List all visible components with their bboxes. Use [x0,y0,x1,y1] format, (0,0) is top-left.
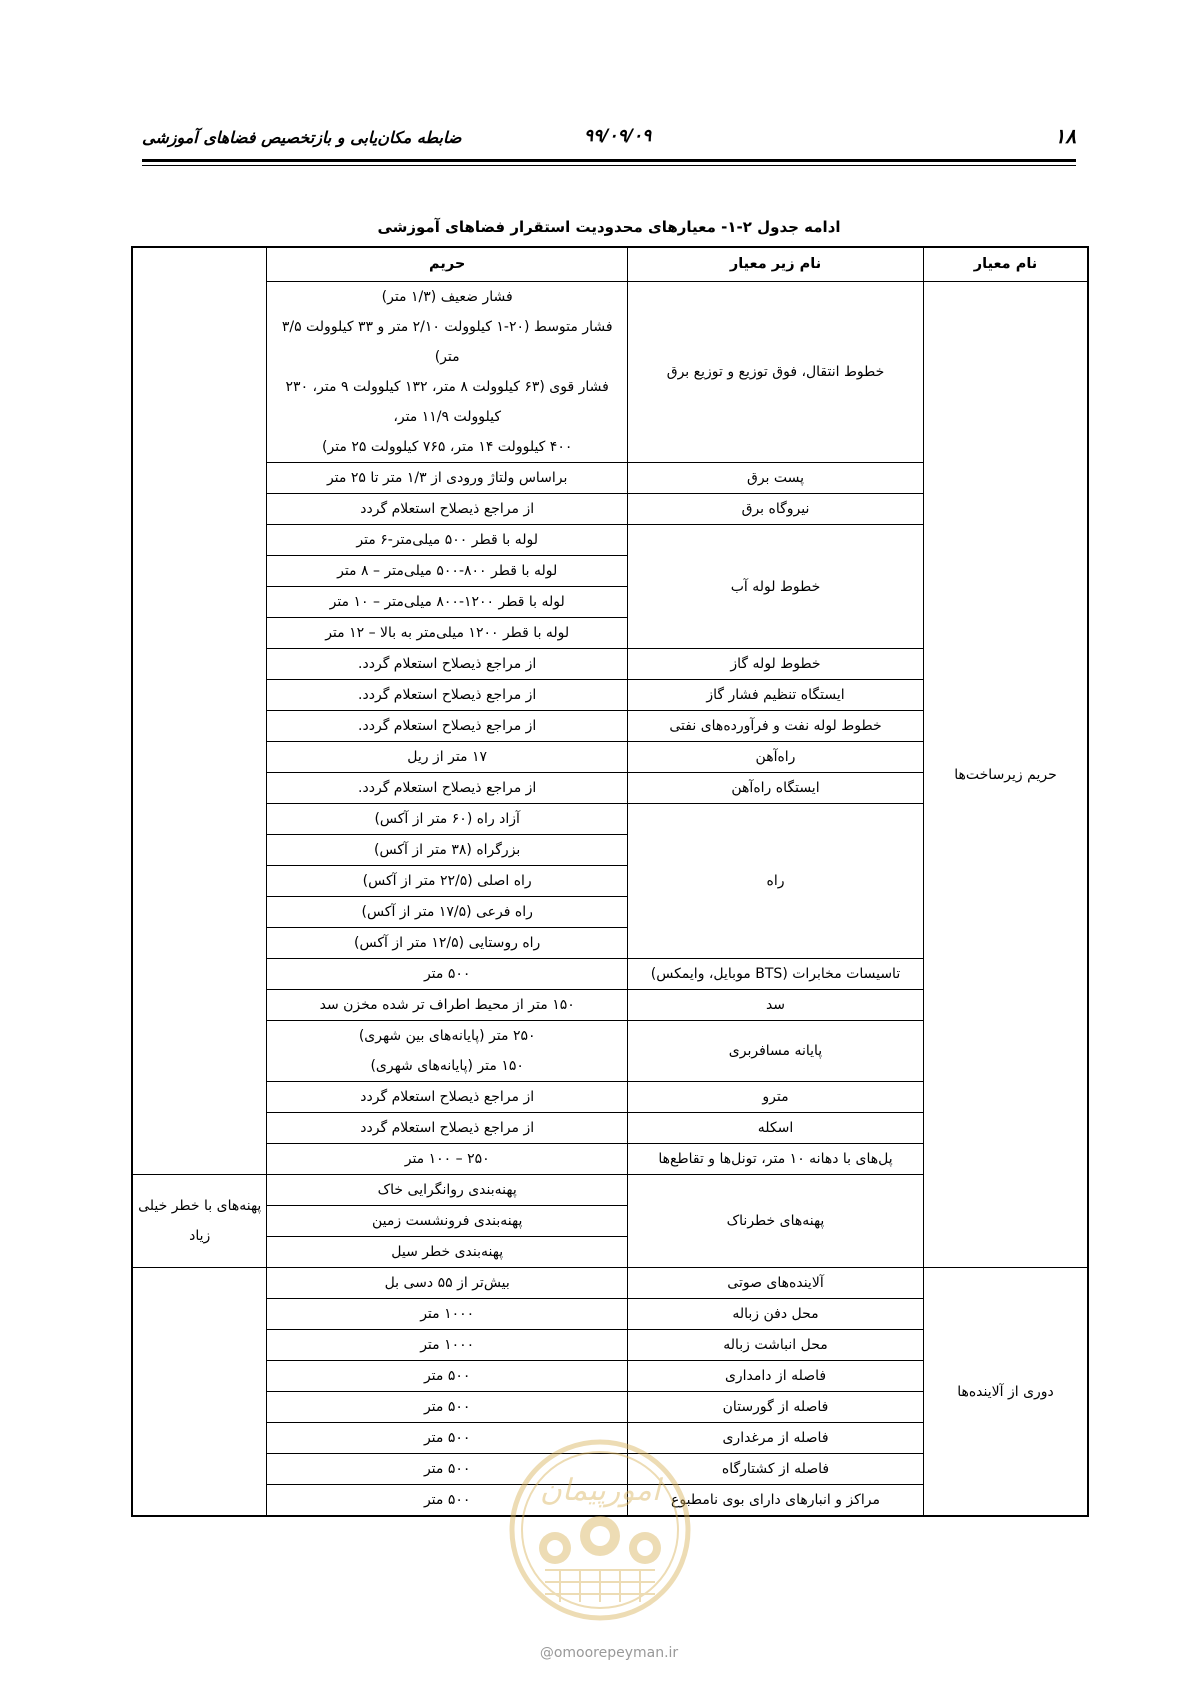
document-title: ضابطه مکان‌یابی و بازتخصیص فضاهای آموزشی [142,128,462,147]
group-pollutants: دوری از آلاینده‌ها [924,1268,1089,1517]
watermark-logo [505,1430,695,1645]
buffer-cell: از مراجع ذیصلاح استعلام گردد. [267,649,628,680]
buffer-line: ۴۰۰ کیلوولت ۱۴ متر، ۷۶۵ کیلوولت ۲۵ متر) [322,439,573,455]
buffer-cell: ۵۰۰ متر [267,959,628,990]
sub-criterion: فاصله از مرغداری [628,1423,924,1454]
buffer-cell: از مراجع ذیصلاح استعلام گردد. [267,680,628,711]
sub-criterion: پهنه‌بندی خطر سیل [267,1237,628,1268]
buffer-line: فشار قوی (۶۳ کیلوولت ۸ متر، ۱۳۲ کیلوولت ۹ متر، ۲۳۰ کیلوولت ۱۱/۹ متر، [285,379,609,425]
buffer-cell: ۵۰۰ متر [267,1392,628,1423]
buffer-cell: از مراجع ذیصلاح استعلام گردد. [267,711,628,742]
header-criterion: نام معیار [924,247,1089,282]
sub-criterion: فاصله از کشتارگاه [628,1454,924,1485]
buffer-cell: از مراجع ذیصلاح استعلام گردد [267,1082,628,1113]
header-buffer: حریم [267,247,628,282]
sub-criterion: پایانه مسافربری [628,1021,924,1082]
buffer-cell: ۱۰۰۰ متر [267,1330,628,1361]
sub-criterion: سد [628,990,924,1021]
buffer-cell: آزاد راه (۶۰ متر از آکس) [267,804,628,835]
buffer-cell: ۵۰۰ متر [267,1361,628,1392]
buffer-cell: ۵۰۰ متر [267,1454,628,1485]
buffer-cell [267,1021,628,1082]
buffer-line: ۱۵۰ متر (پایانه‌های شهری) [370,1058,524,1074]
buffer-line: فشار ضعیف (۱/۳ متر) [381,289,513,305]
sub-criterion: مترو [628,1082,924,1113]
group-infrastructure: حریم زیرساخت‌ها [924,282,1089,1268]
watermark-url: @omoorepeyman.ir [539,1645,679,1661]
sub-criterion: آلاینده‌های صوتی [628,1268,924,1299]
page-number: ۱۸ [1054,124,1076,148]
buffer-cell: براساس ولتاژ ورودی از ۱/۳ متر تا ۲۵ متر [267,463,628,494]
sub-criterion: خطوط لوله آب [628,525,924,649]
header-rule-thin [142,165,1076,166]
sub-criterion: راه‌آهن [628,742,924,773]
buffer-cell: لوله با قطر ۵۰۰ میلی‌متر-۶ متر [267,525,628,556]
sub-criterion: مراکز و انبارهای دارای بوی نامطبوع [628,1485,924,1517]
buffer-cell: ۲۵۰ – ۱۰۰ متر [267,1144,628,1175]
sub-criterion: پست برق [628,463,924,494]
sub-criterion: ایستگاه تنظیم فشار گاز [628,680,924,711]
sub-criterion: فاصله از دامداری [628,1361,924,1392]
buffer-line: ۲۵۰ متر (پایانه‌های بین شهری) [358,1028,536,1044]
sub-criterion: محل انباشت زباله [628,1330,924,1361]
sub-criterion: پل‌های با دهانه ۱۰ متر، تونل‌ها و تقاطع‌ها [628,1144,924,1175]
sub-criterion: خطوط لوله گاز [628,649,924,680]
table-caption: ادامه جدول ۲-۱- معیارهای محدودیت استقرار فضاهای آموزشی [377,218,841,236]
table-header-row [132,247,1088,282]
buffer-cell: ۱۰۰۰ متر [267,1299,628,1330]
buffer-cell: راه اصلی (۲۲/۵ متر از آکس) [267,866,628,897]
buffer-cell: لوله با قطر ۱۲۰۰ میلی‌متر به بالا – ۱۲ متر [267,618,628,649]
header-sub-criterion: نام زیر معیار [628,247,924,282]
buffer-cell: ۱۵۰ متر از محیط اطراف تر شده مخزن سد [267,990,628,1021]
buffer-cell: راه روستایی (۱۲/۵ متر از آکس) [267,928,628,959]
sub-criterion: راه [628,804,924,959]
buffer-cell: لوله با قطر ۱۲۰۰-۸۰۰ میلی‌متر – ۱۰ متر [267,587,628,618]
buffer-cell [267,282,628,463]
sub-criterion: اسکله [628,1113,924,1144]
buffer-cell: ۱۷ متر از ریل [267,742,628,773]
buffer-cell: از مراجع ذیصلاح استعلام گردد [267,1113,628,1144]
sub-criterion: خطوط انتقال، فوق توزیع و توزیع برق [628,282,924,463]
page-header [142,124,1076,154]
group-hazard: پهنه‌های خطرناک [628,1175,924,1268]
watermark-logo-text: امورپیمان [539,1473,661,1508]
buffer-cell: بیش‌تر از ۵۵ دسی بل [267,1268,628,1299]
sub-criterion: تاسیسات مخابرات (BTS موبایل، وایمکس) [628,959,924,990]
sub-criterion: پهنه‌بندی فرونشست زمین [267,1206,628,1237]
buffer-cell: بزرگراه (۳۸ متر از آکس) [267,835,628,866]
sub-criterion: خطوط لوله نفت و فرآورده‌های نفتی [628,711,924,742]
sub-criterion: فاصله از گورستان [628,1392,924,1423]
buffer-cell: لوله با قطر ۸۰۰-۵۰۰ میلی‌متر – ۸ متر [267,556,628,587]
buffer-cell: ۵۰۰ متر [267,1423,628,1454]
document-date: ۹۹/۰۹/۰۹ [584,126,652,146]
sub-criterion: ایستگاه راه‌آهن [628,773,924,804]
sub-criterion: محل دفن زباله [628,1299,924,1330]
buffer-line: فشار متوسط (۲۰-۱ کیلوولت ۲/۱۰ متر و ۳۳ کیلوولت ۳/۵ متر) [281,319,613,365]
table-row [132,1268,1088,1299]
sub-criterion: پهنه‌بندی روانگرایی خاک [267,1175,628,1206]
buffer-cell: از مراجع ذیصلاح استعلام گردد. [267,773,628,804]
buffer-cell: راه فرعی (۱۷/۵ متر از آکس) [267,897,628,928]
buffer-cell: پهنه‌های با خطر خیلی زیاد [132,1175,267,1268]
sub-criterion: نیروگاه برق [628,494,924,525]
buffer-cell: از مراجع ذیصلاح استعلام گردد [267,494,628,525]
criteria-table [131,246,1089,1517]
header-rule-thick [142,159,1076,162]
table-row [132,282,1088,463]
buffer-cell: ۵۰۰ متر [267,1485,628,1517]
